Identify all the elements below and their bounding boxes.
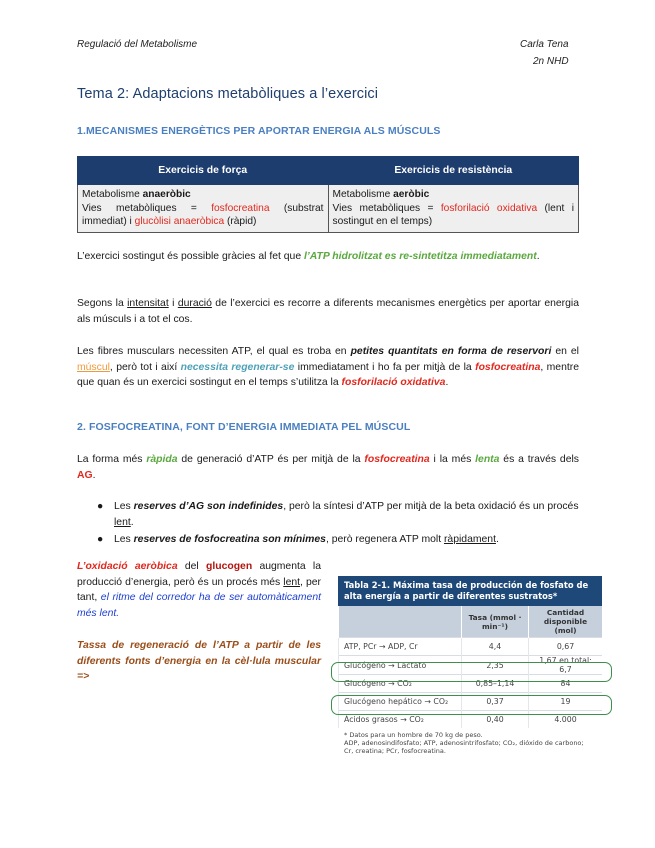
reserves-list (77, 499, 579, 550)
text: i (168, 298, 178, 309)
text: . (495, 534, 499, 545)
text: La forma més (77, 454, 147, 465)
text: de generació d’ATP és per mitjà de la (177, 454, 365, 465)
paragraph-fastest-slowest (77, 452, 579, 483)
glycogen-row-highlight (331, 662, 612, 682)
slow-term: lenta (475, 454, 500, 465)
doc-header-author: Carla Tena (520, 39, 569, 50)
muscle-term: múscul (77, 361, 110, 373)
strength-exercise-cell (78, 185, 329, 233)
text: L’exercici sostingut és possible gràcies al fet que (77, 251, 304, 262)
footnote-line: Cr, creatina; PCr, fosfocreatina. (344, 747, 446, 755)
cell-text: (substrat immediat) i (82, 202, 324, 227)
text: , però la síntesi d’ATP per mitjà de la beta oxidació és un procés (283, 501, 579, 512)
amount-cell: 1,67 en total: 6,7 (529, 656, 603, 675)
reservoir-highlight: petites quantitats en forma de reservori (350, 346, 552, 357)
text: del (177, 561, 206, 572)
cell-text: Metabolisme (332, 189, 394, 200)
text: . (445, 377, 449, 388)
runner-pace-note: el ritme del corredor ha de ser automàticament més lent. (77, 592, 322, 619)
doc-header-subject: Regulació del Metabolisme (77, 39, 198, 50)
text: i la més (429, 454, 476, 465)
amount-cell: 0,67 (529, 638, 603, 656)
paragraph-aerobic-oxidation (77, 559, 321, 621)
cell-text: (lent i sostingut en el temps) (332, 202, 574, 227)
oxidative-phosphorylation-term: fosforilació oxidativa (440, 202, 538, 214)
substrate-cell: Glucógeno hepático → CO₂ (339, 693, 462, 711)
text: de l’exercici es recorre a diferents mecanismes energètics per aportar energia als músculs i a tot el cos. (77, 298, 579, 325)
paragraph-muscle-fibres (77, 344, 579, 391)
cell-text: Vies metabòliques = (332, 202, 441, 214)
ag-reserves-highlight: reserves d’AG son indefinides (133, 501, 284, 512)
cell-text: Metabolisme (82, 189, 143, 200)
phosphocreatine-term: fosfocreatina (364, 454, 430, 465)
regenerate-highlight: necessita regenerar-se (180, 361, 295, 373)
text: , però tot i així (109, 361, 181, 373)
doc-header-group: 2n NHD (533, 56, 569, 67)
strength-exercise-header: Exercicis de força (78, 157, 329, 185)
paragraph-sustained-exercise (77, 249, 579, 265)
slow-term: lent (114, 516, 131, 528)
cell-text: Vies metabòliques = (82, 202, 212, 214)
text: Les fibres musculars necessiten ATP, el qual es troba en (77, 346, 351, 357)
text: Segons la (77, 298, 128, 309)
atp-resynthesis-highlight: l’ATP hidrolitzat es re-sintetitza immediatament (304, 251, 537, 262)
table-2-1-amount-header: Cantidad disponible (mol) (529, 606, 603, 638)
table-2-1-rate-header: Tasa (mmol · min⁻¹) (462, 606, 529, 638)
section-2-heading: 2. FOSFOCREATINA, FONT D’ENERGIA IMMEDIATA PEL MÚSCUL (77, 421, 411, 433)
pcr-reserves-highlight: reserves de fosfocreatina son mínimes (133, 534, 326, 545)
slow-term: lent (283, 576, 301, 588)
comparison-table (77, 156, 579, 233)
text: , per tant, (77, 576, 321, 603)
fatty-acids-term: AG (77, 469, 93, 481)
table-2-1-footnote (338, 728, 602, 758)
page-title: Tema 2: Adaptacions metabòliques a l’exercici (77, 86, 379, 102)
paragraph-regeneration-rate: Tassa de regeneració de l’ATP a partir de les diferents fonts d’energia en la cèl·lula muscular => (77, 640, 321, 682)
text: augmenta la producció d’energia, però és un procés més (77, 561, 322, 588)
aerobic-term: aeròbic (393, 189, 430, 200)
endurance-exercise-cell (328, 185, 579, 233)
bullet-icon: ● (97, 501, 104, 512)
glycogen-term: glucogen (206, 561, 253, 572)
list-item (77, 499, 579, 530)
rate-cell: 0,40 (462, 711, 529, 729)
rate-cell: 2,35 (462, 656, 529, 675)
intensity-term: intensitat (127, 298, 169, 309)
rate-cell: 4,4 (462, 638, 529, 656)
fast-term: ràpida (146, 454, 178, 465)
anaerobic-term: anaeròbic (142, 189, 191, 200)
oxidative-phosphorylation-term: fosforilació oxidativa (341, 377, 446, 388)
text: . (130, 516, 134, 528)
duration-term: duració (177, 298, 212, 309)
text: . (92, 469, 96, 481)
cell-text: (ràpid) (224, 216, 257, 227)
phosphocreatine-term: fosfocreatina (211, 202, 270, 214)
table-2-1-title: Tabla 2-1. Máxima tasa de producción de fosfato de alta energía a partir de diferentes sustratos* (338, 576, 602, 606)
substrate-cell: Glucógeno → Lactato (339, 656, 462, 675)
text: és a través dels (499, 454, 579, 465)
footnote-line: * Datos para un hombre de 70 kg de peso. (344, 731, 483, 739)
bullet-icon: ● (97, 534, 104, 545)
phosphocreatine-term: fosfocreatina (475, 361, 541, 373)
aerobic-oxidation-term: L’oxidació aeròbica (77, 561, 178, 572)
text: Les (114, 534, 134, 545)
fatty-acids-row-highlight (331, 695, 612, 715)
rate-cell: 0,85–1,14 (462, 675, 529, 693)
amount-cell: 4.000 (529, 711, 603, 729)
text: . (536, 251, 540, 262)
paragraph-intensity-duration (77, 296, 579, 327)
list-item (77, 532, 579, 548)
endurance-exercise-header: Exercicis de resistència (328, 157, 579, 185)
footnote-line: ADP, adenosindifosfato; ATP, adenosintrifosfato; CO₂, dióxido de carbono; (344, 739, 584, 747)
substrate-cell: Ácidos grasos → CO₂ (339, 711, 462, 729)
table-row (339, 638, 603, 656)
section-1-heading: 1.MECANISMES ENERGÈTICS PER APORTAR ENERGIA ALS MÚSCULS (77, 125, 441, 137)
rate-cell: 0,37 (462, 693, 529, 711)
substrate-cell: ATP, PCr → ADP, Cr (339, 638, 462, 656)
substrate-cell: Glucógeno → CO₂ (339, 675, 462, 693)
text: , mentre que quan és un exercici sostingut en el temps s’utilitza la (77, 361, 579, 388)
text: en el (551, 346, 579, 357)
amount-cell: 84 (529, 675, 603, 693)
table-2-1-substrate-header (339, 606, 462, 638)
text: immediatament i ho fa per mitjà de la (294, 361, 476, 373)
amount-cell: 19 (529, 693, 603, 711)
text: , però regenera ATP molt (325, 534, 444, 545)
fast-term: ràpidament (443, 534, 496, 545)
anaerobic-glycolysis-term: glucòlisi anaeròbica (134, 216, 225, 227)
text: Les (114, 501, 134, 512)
